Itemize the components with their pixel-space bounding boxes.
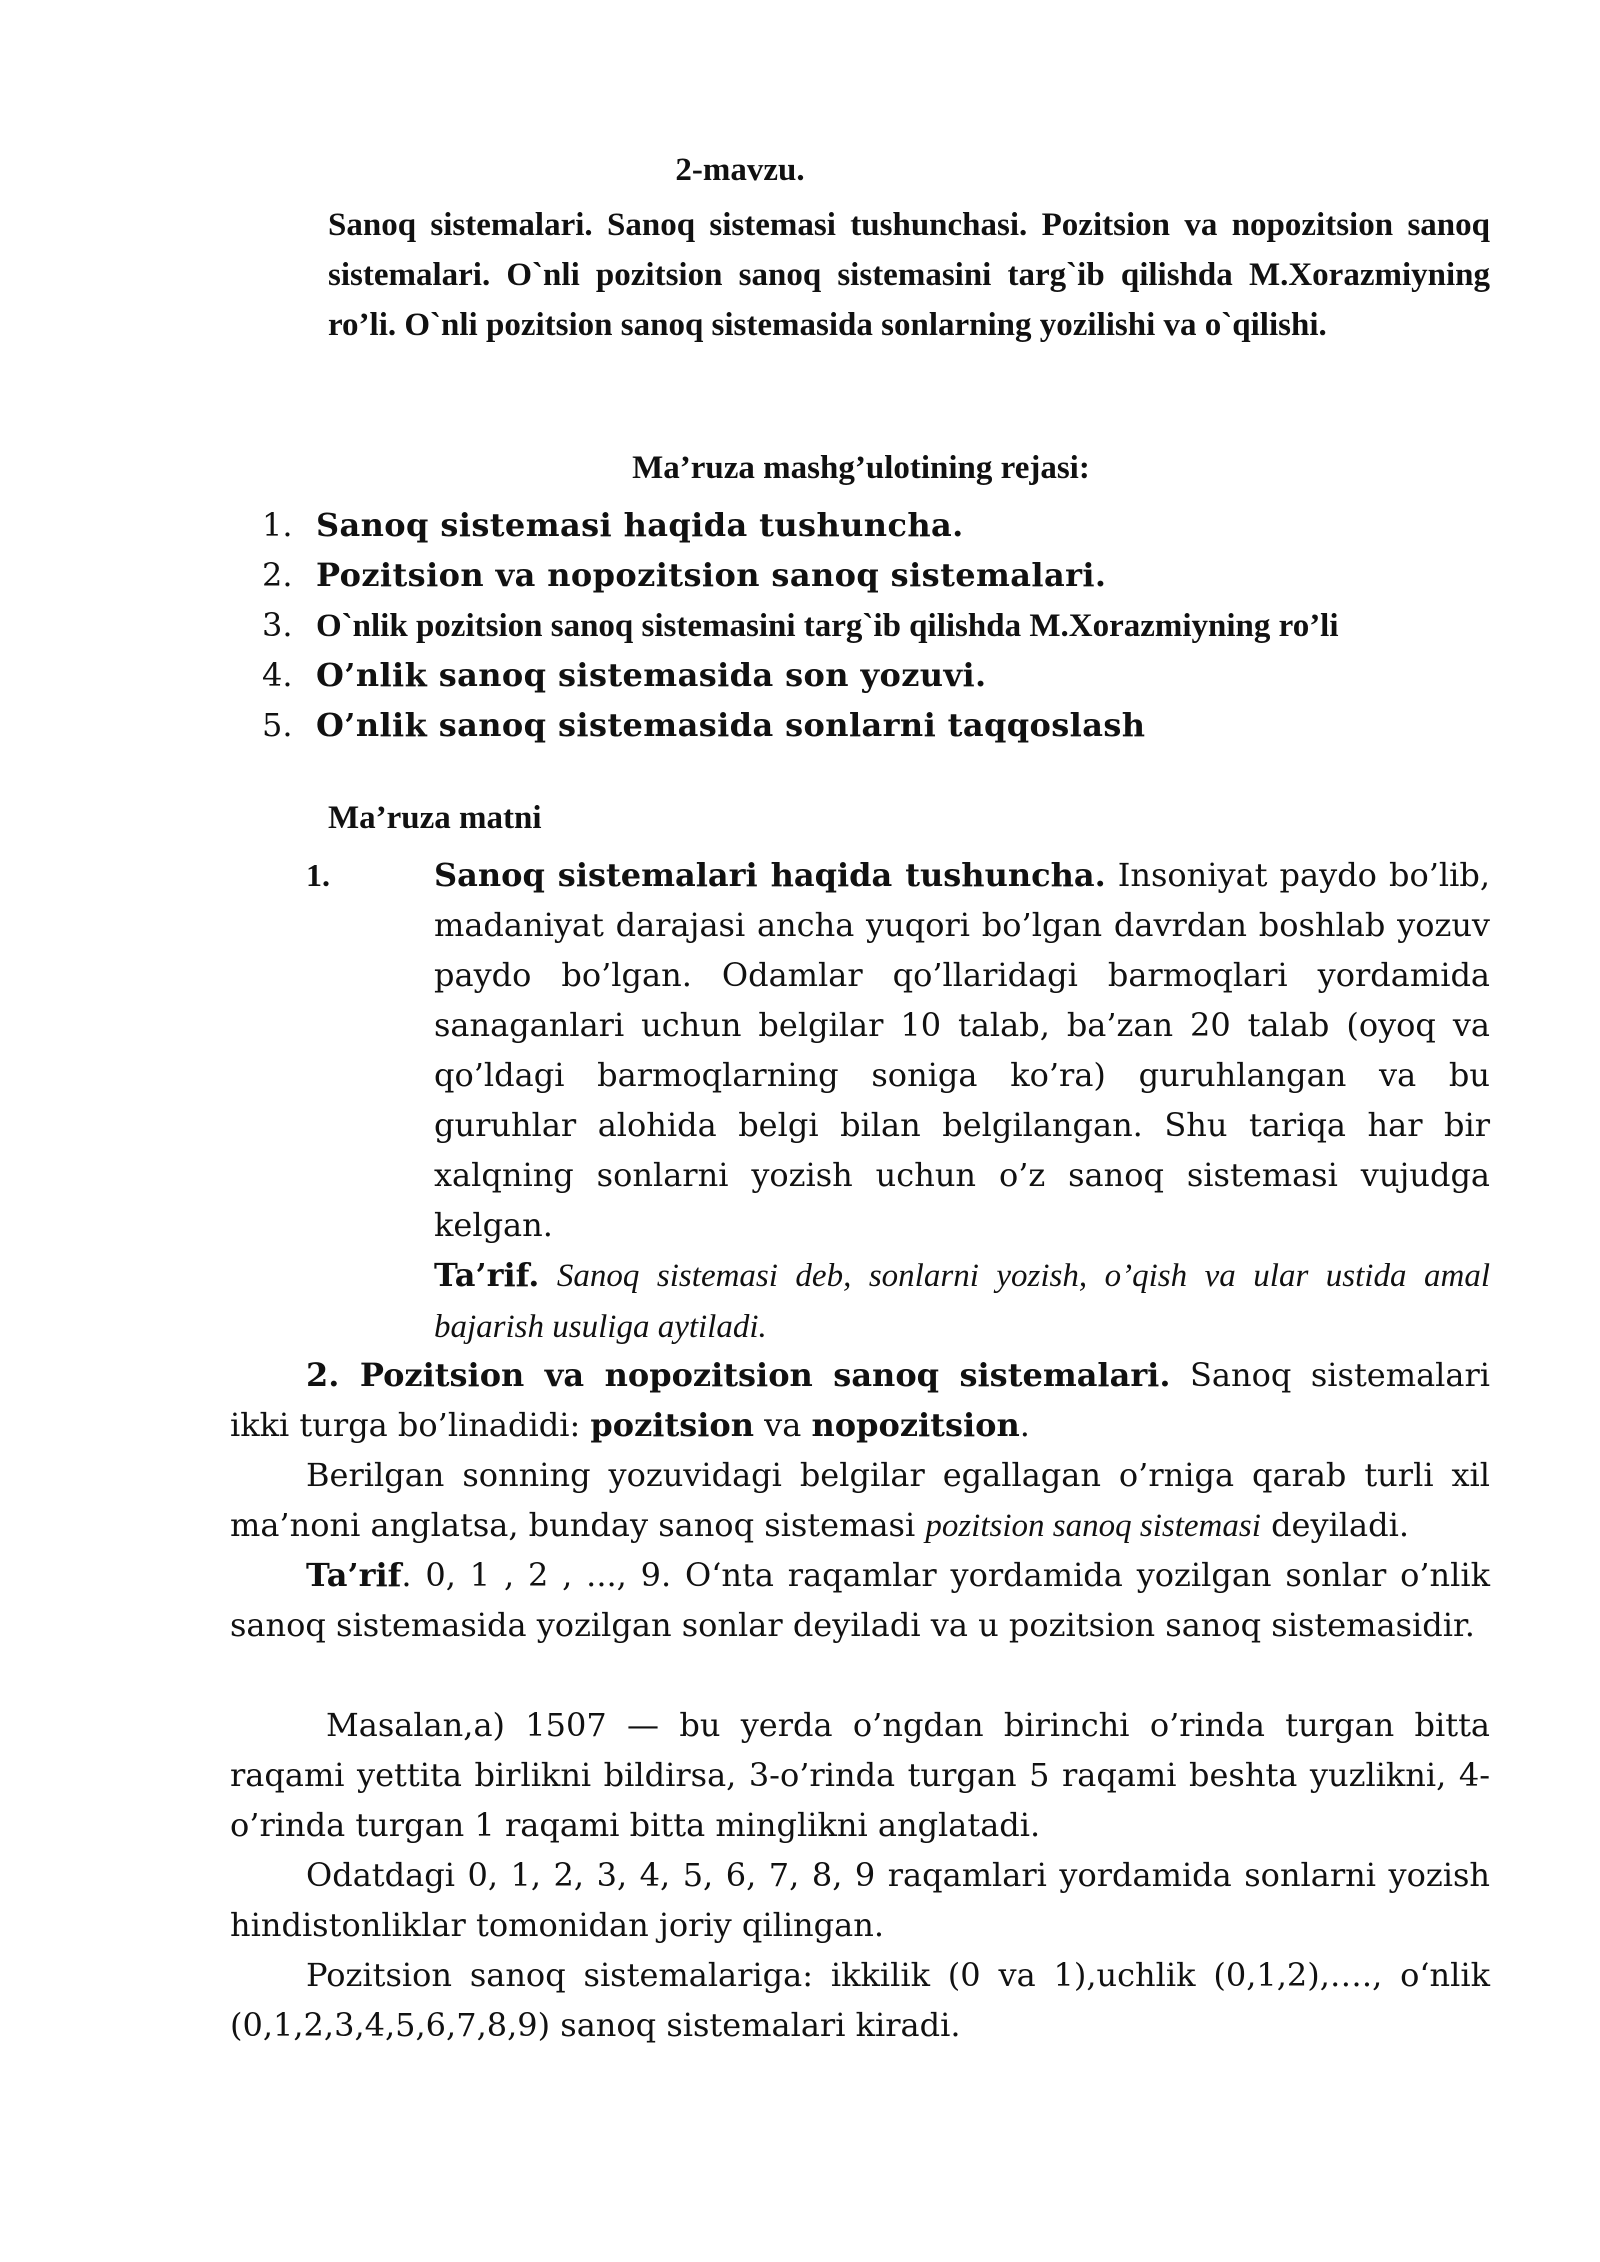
plan-item-number: 2.: [262, 556, 293, 594]
section2-paragraph: [230, 1350, 1490, 1450]
plan-item-number: 1.: [262, 506, 293, 544]
section1-paragraph: [434, 850, 1490, 1250]
section2-intro: Sanoq sistemalari ikki turga bo’linadidi:: [230, 1356, 1491, 1444]
section1-body: Insoniyat paydo bo’lib, madaniyat darajasi ancha yuqori bo’lgan davrdan boshlab yozuv paydo bo’lgan. Odamlar qo’llaridagi barmoqlari yordamida sanaganlari uchun belgilar 10 talab, ba’zan 20 talab (oyoq va qo’ldagi barmoqlarning soniga ko’ra) guruhlangan va bu guruhlar alohida belgi bilan belgilangan. Shu tariqa har bir xalqning sonlarni yozish uchun o’z sanoq sistemasi vujudga kelgan.: [434, 856, 1491, 1244]
plan-item: [262, 650, 1492, 700]
example-paragraph: Masalan,a) 1507 — bu yerda o’ngdan birinchi o’rinda turgan bitta raqami yettita birlikni bildirsa, 3-o’rinda turgan 5 raqami beshta yuzlikni, 4-o’rinda turgan 1 raqami bitta minglikni anglatadi.: [230, 1706, 1490, 1844]
plan-item-text: Pozitsion va nopozitsion sanoq sistemalari.: [316, 556, 1107, 594]
plan-item-text: Sanoq sistemasi haqida tushuncha.: [316, 506, 964, 544]
plan-item-text: O’nlik sanoq sistemasida son yozuvi.: [316, 656, 987, 694]
section1-number: 1.: [306, 857, 330, 893]
lecture-heading: Sanoq sistemalari. Sanoq sistemasi tushunchasi. Pozitsion va nopozitsion sanoq sistemalari. O`nli pozitsion sanoq sistemasini targ`ib qilishda M.Xorazmiyning ro’li. O`nli pozitsion sanoq sistemasida sonlarning yozilishi va o`qilishi.: [328, 207, 1490, 343]
section1-title: Sanoq sistemalari haqida tushuncha.: [434, 856, 1106, 894]
definition2-text: . 0, 1 , 2 , ..., 9. O‘nta raqamlar yordamida yozilgan sonlar o’nlik sanoq sistemasida yozilgan sonlar deyiladi va u pozitsion sanoq sistemasidir.: [230, 1556, 1490, 1644]
section1-definition: [434, 1250, 1490, 1352]
positional-end: deyiladi.: [1260, 1506, 1409, 1544]
digits-paragraph: Odatdagi 0, 1, 2, 3, 4, 5, 6, 7, 8, 9 raqamlari yordamida sonlarni yozish hindistonliklar tomonidan joriy qilingan.: [230, 1856, 1490, 1944]
plan-item-number: 5.: [262, 706, 293, 744]
plan-item-number: 4.: [262, 656, 293, 694]
plan-item-text: O’nlik sanoq sistemasida sonlarni taqqoslash: [316, 706, 1146, 744]
plan-item: [262, 550, 1492, 600]
positional-text: Berilgan sonning yozuvidagi belgilar egallagan o’rniga qarab turli xil ma’noni anglatsa, bunday sanoq sistemasi: [230, 1456, 1490, 1544]
definition-label: Ta’rif.: [434, 1256, 540, 1294]
lecture-text-title: Ma’ruza matni: [328, 800, 542, 836]
plan-item: [262, 500, 1492, 550]
positional-term: pozitsion sanoq sistemasi: [925, 1508, 1261, 1544]
plan-item: [262, 700, 1492, 750]
plan-item-text: O`nlik pozitsion sanoq sistemasini targ`ib qilishda M.Xorazmiyning ro’li: [316, 608, 1339, 644]
period: .: [1019, 1406, 1030, 1444]
plan-list: [262, 500, 1492, 750]
systems-paragraph: Pozitsion sanoq sistemalariga: ikkilik (0 va 1),uchlik (0,1,2),…., o‘nlik (0,1,2,3,4,5,6,7,8,9) sanoq sistemalari kiradi.: [230, 1956, 1490, 2044]
plan-item: [262, 600, 1492, 650]
conjunction: va: [754, 1406, 812, 1444]
term-positional: pozitsion: [590, 1406, 754, 1444]
term-nonpositional: nopozitsion: [811, 1406, 1020, 1444]
definition-text: Sanoq sistemasi deb, sonlarni yozish, o’qish va ular ustida amal bajarish usuliga aytiladi.: [434, 1258, 1490, 1345]
plan-title: Ma’ruza mashg’ulotining rejasi:: [632, 450, 1090, 486]
topic-title: 2-mavzu.: [675, 152, 805, 188]
definition2-paragraph: [230, 1550, 1490, 1650]
plan-item-number: 3.: [262, 606, 293, 644]
definition2-label: Ta’rif: [306, 1556, 402, 1594]
positional-paragraph: [230, 1450, 1490, 1551]
section2-title: 2. Pozitsion va nopozitsion sanoq sistemalari.: [306, 1356, 1171, 1394]
